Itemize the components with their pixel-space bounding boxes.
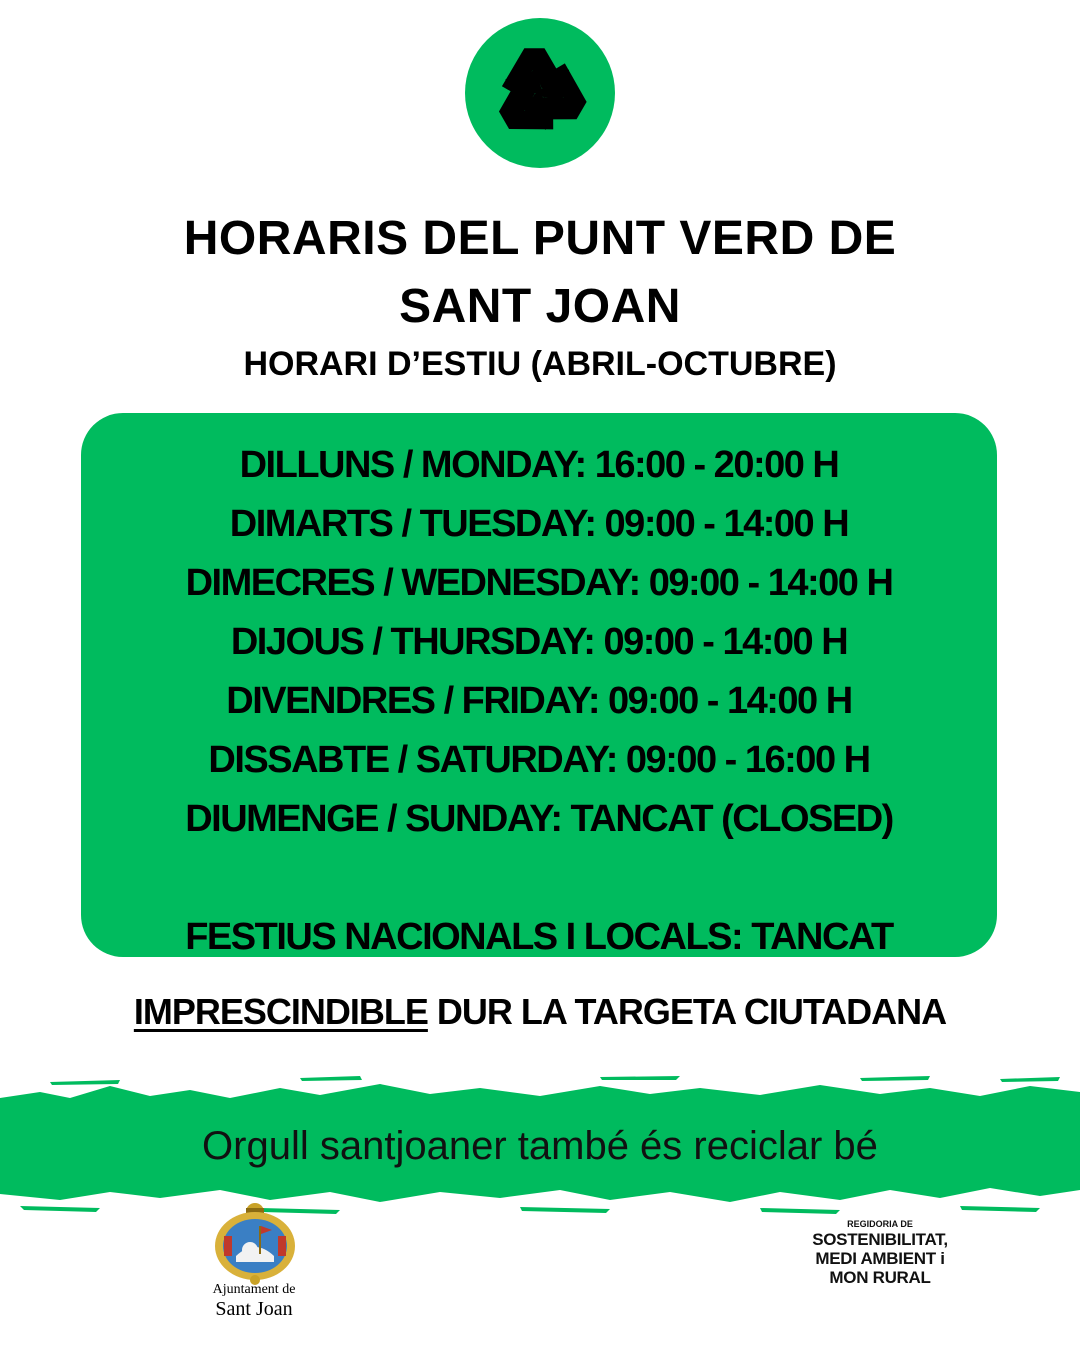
town-logo-line-2: Sant Joan [215, 1298, 293, 1320]
crest-icon [210, 1200, 300, 1286]
recycle-logo [465, 18, 615, 168]
schedule-row-monday: DILLUNS / MONDAY: 16:00 - 20:00 H [239, 444, 839, 486]
council-logo-line-2: MEDI AMBIENT i [815, 1249, 945, 1268]
schedule-row-tuesday: DIMARTS / TUESDAY: 09:00 - 14:00 H [229, 503, 849, 545]
schedule-row-sunday: DIUMENGE / SUNDAY: TANCAT (CLOSED) [185, 798, 893, 840]
sustainability-department-logo [780, 1218, 980, 1287]
recycle-icon [484, 37, 596, 149]
slogan: Orgull santjoaner també és reciclar bé [202, 1124, 878, 1168]
schedule-panel [81, 413, 997, 957]
schedule-row-wednesday: DIMECRES / WEDNESDAY: 09:00 - 14:00 H [185, 562, 893, 604]
schedule-row-friday: DIVENDRES / FRIDAY: 09:00 - 14:00 H [226, 680, 852, 722]
title-line-2: SANT JOAN [399, 280, 681, 333]
town-logo-line-1: Ajuntament de [212, 1282, 296, 1297]
council-logo-top: REGIDORIA DE [847, 1219, 913, 1229]
title-line-1: HORARIS DEL PUNT VERD DE [183, 212, 897, 265]
council-logo-line-3: MON RURAL [829, 1268, 931, 1287]
requirement-text: DUR LA TARGETA CIUTADANA [427, 991, 947, 1032]
council-logo-line-1: SOSTENIBILITAT, [812, 1230, 948, 1249]
page-subtitle: HORARI D’ESTIU (ABRIL-OCTUBRE) [243, 345, 837, 383]
page-title [0, 205, 1080, 341]
schedule-row-thursday: DIJOUS / THURSDAY: 09:00 - 14:00 H [230, 621, 848, 663]
schedule-row-saturday: DISSABTE / SATURDAY: 09:00 - 16:00 H [208, 739, 870, 781]
requirement-emphasis: IMPRESCINDIBLE [133, 991, 428, 1032]
holidays-note: FESTIUS NACIONALS I LOCALS: TANCAT [185, 916, 893, 958]
requirement-note [0, 987, 1080, 1037]
town-council-logo [196, 1200, 316, 1320]
